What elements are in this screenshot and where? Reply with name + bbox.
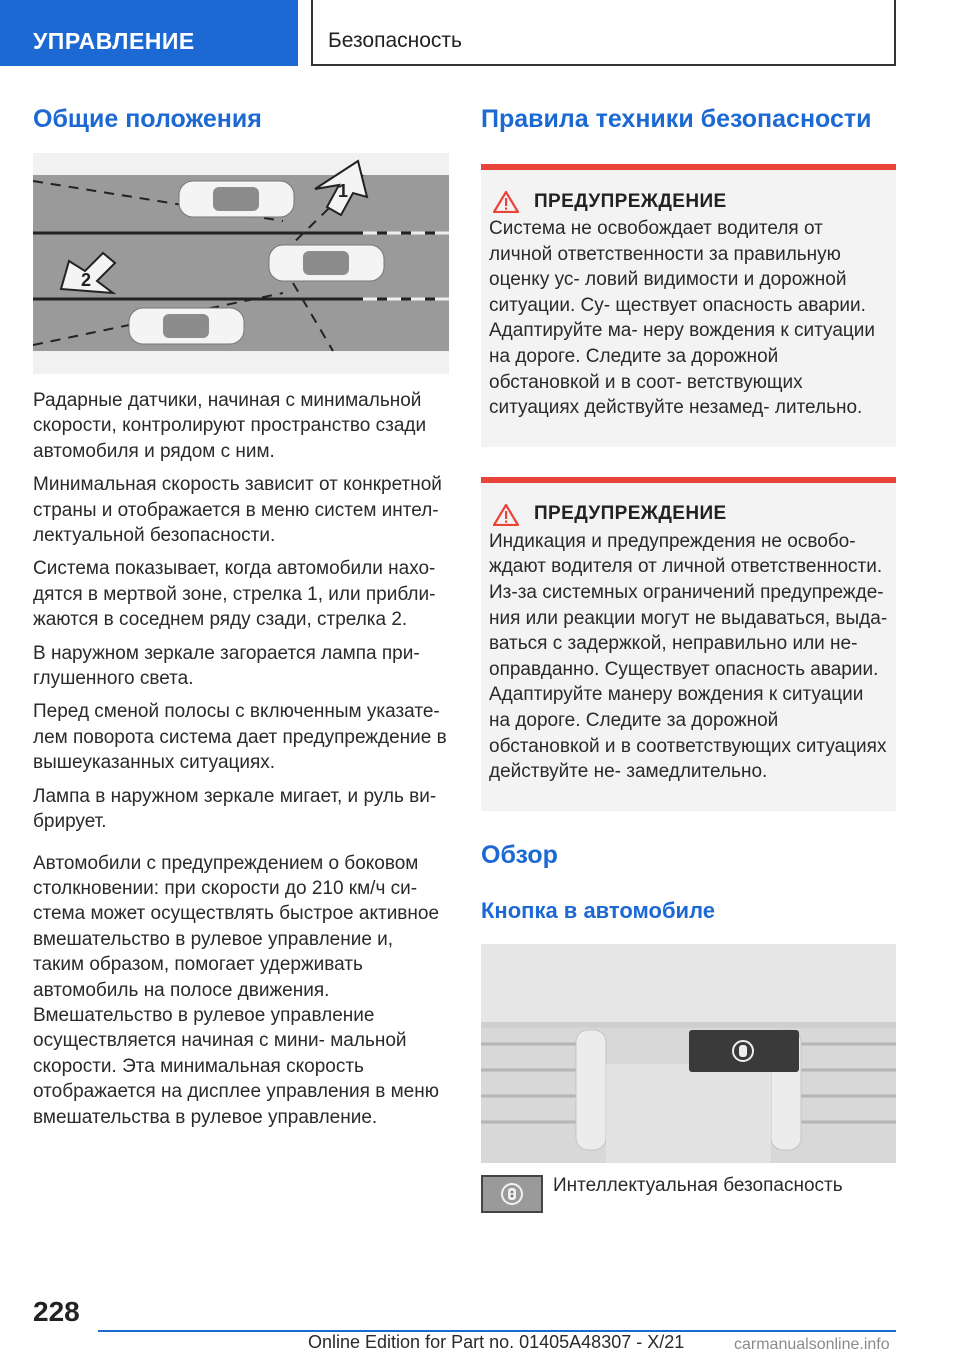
page-number: 228 (33, 1296, 80, 1327)
paragraph: Радарные датчики, начиная с минимальной скорости, контролируют пространство сзади автомобиля и рядом с ним. (33, 390, 427, 462)
safety-rules-title: Правила техники безопасности (481, 105, 872, 133)
vent-illustration (481, 944, 896, 1163)
car-middle (269, 245, 384, 281)
paragraph: Лампа в наружном зеркале мигает, и руль ви- брирует. (33, 785, 437, 833)
page-header (0, 0, 960, 66)
button-in-car-title: Кнопка в автомобиле (481, 897, 715, 923)
general-title: Общие положения (33, 105, 262, 133)
watermark: carmanualsonline.info (734, 1336, 890, 1353)
legend-row (481, 1175, 896, 1213)
road-illustration (33, 153, 449, 374)
warning-title: ПРЕДУПРЕЖДЕНИЕ (534, 503, 727, 525)
right-column (481, 100, 896, 1213)
warning-text: Система не освобождает водителя от личной ответственности за правильную оценку ус- ловий видимости и дорожной ситуации. Су- ществует опасность аварии. Адаптируйте ма- неру вождения к ситуации на дороге. Следите за дорожной обстановкой и в соот- ветствующих ситуациях действуйте незамед- лительно. (489, 218, 876, 419)
blind-spot-diagram (33, 153, 449, 374)
legend-label: Интеллектуальная безопасность (553, 1174, 843, 1196)
chapter-title: Безопасность (311, 0, 896, 66)
warning-box (481, 164, 896, 447)
warning-text: Индикация и предупреждения не освобо- ждают водителя от личной ответственности. Из-за системных ограничений предупрежде- ния или реакции могут не выдаваться, выда- ваться с задержкой, неправильно или не- оправданно. Существует опасность аварии. Адаптируйте манеру вождения к ситуации на дороге. Следите за дорожной обстановкой и в соответствующих ситуациях действуйте не- замедлительно. (489, 530, 888, 783)
car-top (179, 181, 294, 217)
intelligent-safety-button-icon (481, 1175, 543, 1213)
warning-header (493, 190, 888, 213)
paragraph: Система показывает, когда автомобили нахо- дятся в мертвой зоне, стрелка 1, или прибли- жаются в соседнем ряду сзади, стрелка 2. (33, 558, 436, 631)
dashboard-button-photo (481, 944, 896, 1163)
paragraph: Минимальная скорость зависит от конкретной страны и отображается в меню систем интел- лектуальной безопасности. (33, 474, 442, 547)
paragraph: Автомобили с предупреждением о боковом столкновении: при скорости до 210 км/ч си- стема может осуществлять быстрое активное вмешательство в рулевое управление и, таким образом, помогает удерживать автомобиль на полосе движения. Вмешательство в рулевое управление осуществляется начиная с мини- мальной скорости. Эта минимальная скорость отображается на дисплее управления в меню вмешательства в рулевое управление. (33, 852, 440, 1128)
warning-triangle-icon (493, 190, 519, 213)
arrow-1-label: 1 (338, 181, 349, 201)
edition-text: Online Edition for Part no. 01405A48307 - X/21 (308, 1332, 685, 1352)
warning-title: ПРЕДУПРЕЖДЕНИЕ (534, 190, 727, 212)
warning-box (481, 477, 896, 811)
warning-triangle-icon (493, 503, 519, 526)
arrow-2-label: 2 (81, 270, 92, 290)
paragraph: В наружном зеркале загорается лампа при- глушенного света. (33, 642, 420, 690)
warning-header (493, 503, 888, 526)
section-tab[interactable]: УПРАВЛЕНИЕ (0, 0, 298, 66)
paragraph: Перед сменой полосы с включенным указате- лем поворота система дает предупреждение в вышеуказанных ситуациях. (33, 701, 447, 774)
left-column (33, 100, 449, 1138)
overview-title: Обзор (481, 840, 558, 869)
car-bottom (129, 308, 244, 344)
